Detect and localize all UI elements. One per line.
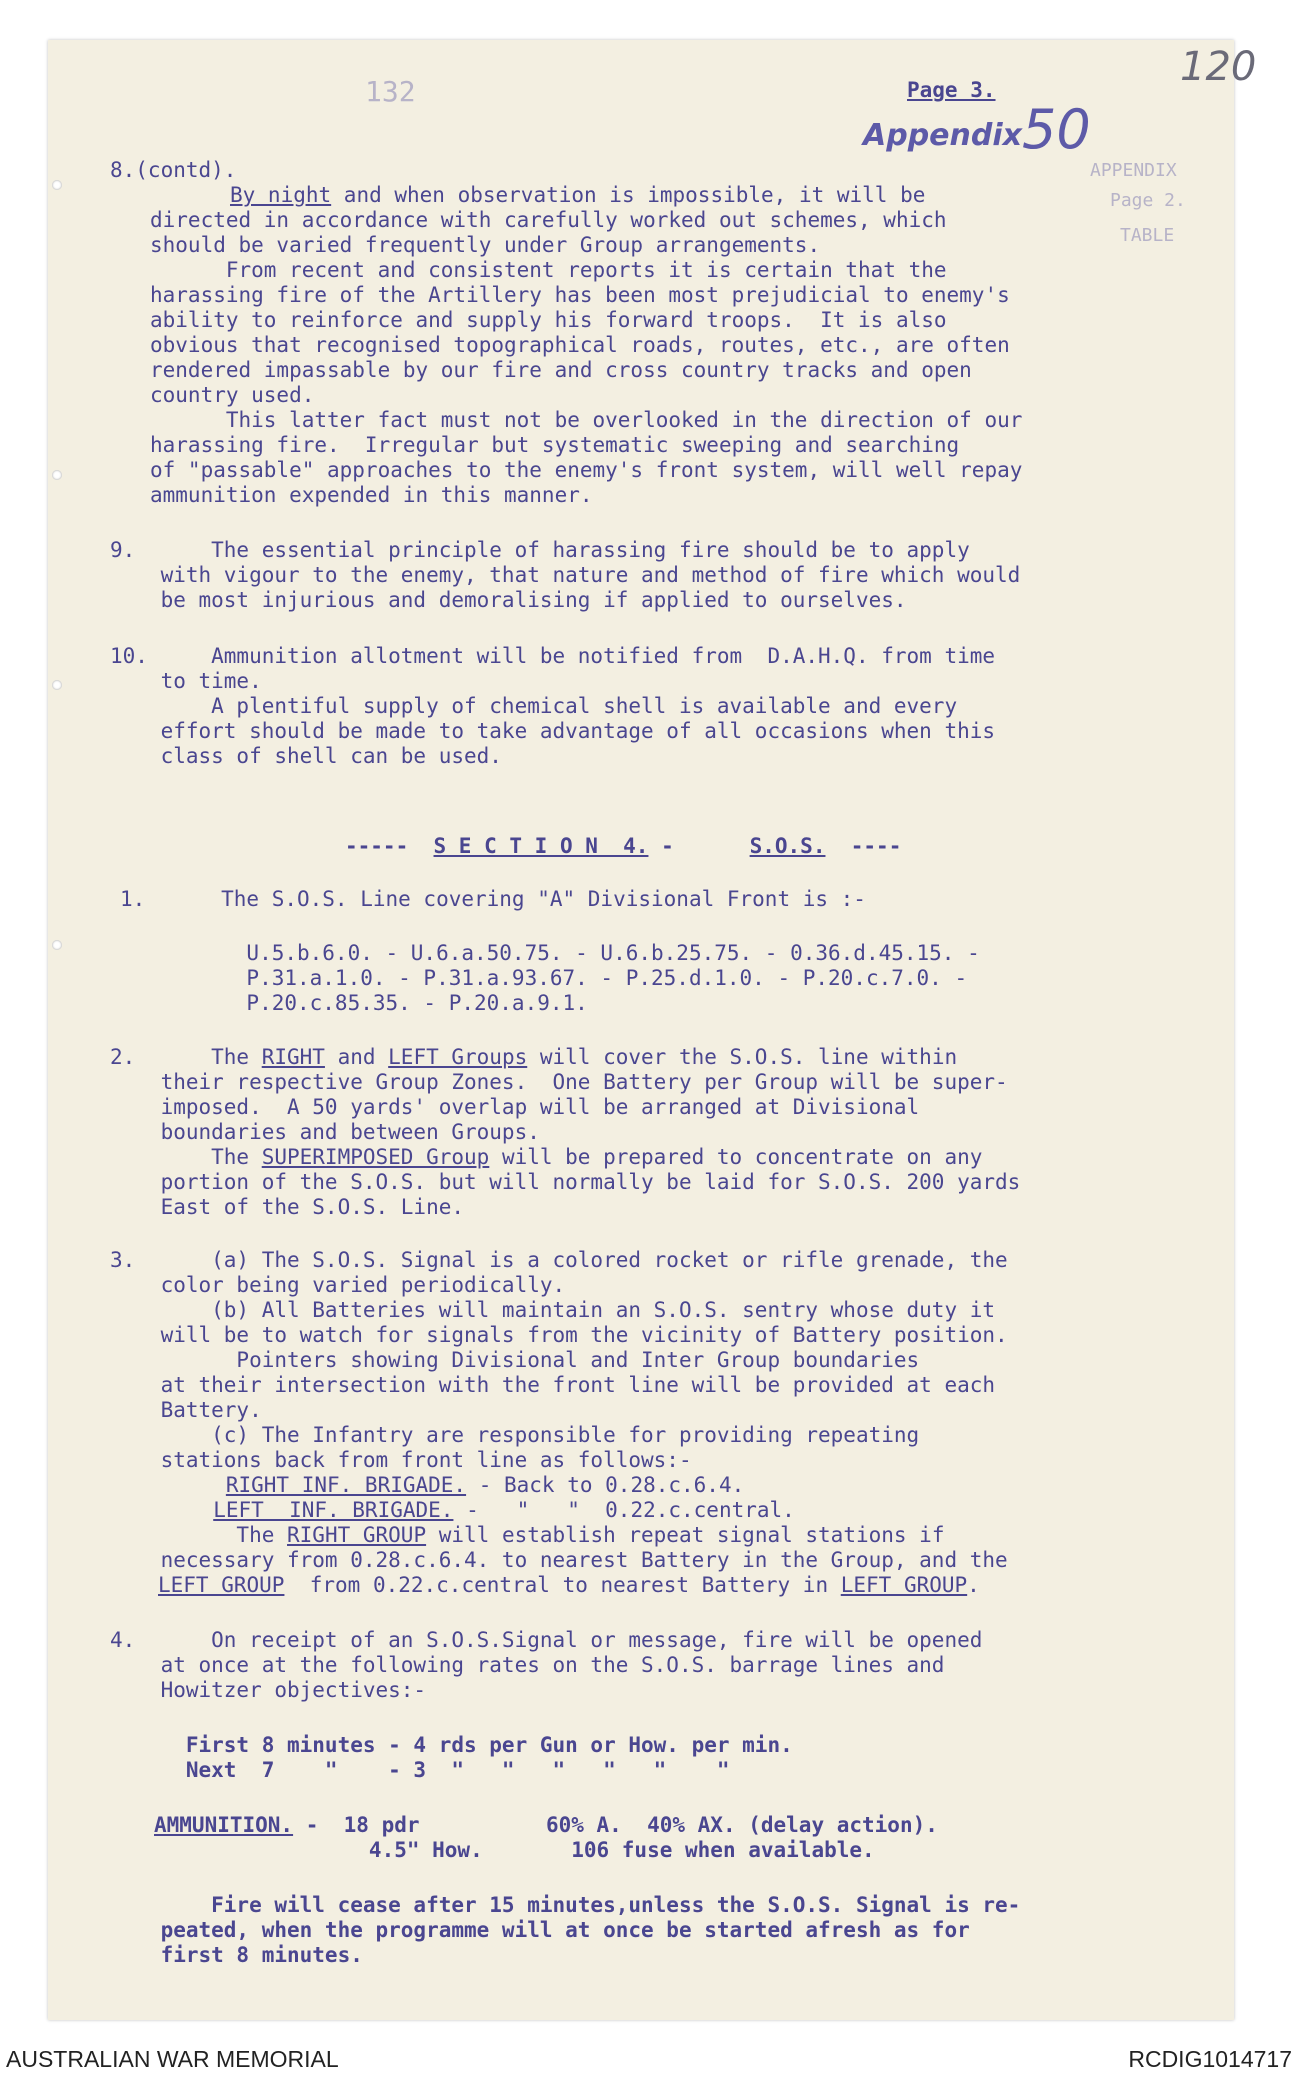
footer-record-id: RCDIG1014717 <box>1128 2046 1292 2072</box>
para-3-line: Battery. <box>110 1398 262 1422</box>
para-2-line: boundaries and between Groups. <box>110 1120 540 1144</box>
para-2-line: 2. The RIGHT and LEFT Groups will cover the S.O.S. line within <box>110 1045 958 1069</box>
para-3-line: necessary from 0.28.c.6.4. to nearest Battery in the Group, and the <box>110 1548 1008 1572</box>
para-8-line: rendered impassable by our fire and cross country tracks and open <box>150 358 972 382</box>
ammunition-line: AMMUNITION. - 18 pdr 60% A. 40% AX. (delay action). <box>154 1813 938 1837</box>
para-3-line: The RIGHT GROUP will establish repeat signal stations if <box>110 1523 945 1547</box>
para-3-line: (c) The Infantry are responsible for providing repeating <box>110 1423 920 1447</box>
punch-hole <box>52 680 62 690</box>
show-through-text: TABLE <box>1120 225 1175 246</box>
punch-hole <box>52 180 62 190</box>
para-4-line: at once at the following rates on the S.O.S. barrage lines and <box>110 1653 945 1677</box>
para-3-line: LEFT INF. BRIGADE. - " " 0.22.c.central. <box>213 1498 795 1522</box>
page-number: Page 3. <box>907 78 996 102</box>
para-8-line: country used. <box>150 383 315 407</box>
para-2-line: their respective Group Zones. One Battery per Group will be super- <box>110 1070 1008 1094</box>
appendix-label: Appendix <box>863 118 1022 153</box>
para-9-line: with vigour to the enemy, that nature and method of fire which would <box>110 563 1021 587</box>
para-4-line: Howitzer objectives:- <box>110 1678 427 1702</box>
para-2-line: imposed. A 50 yards' overlap will be arranged at Divisional <box>110 1095 920 1119</box>
para-1-line: U.5.b.6.0. - U.6.a.50.75. - U.6.b.25.75. - 0.36.d.45.15. - <box>120 941 980 965</box>
para-3-line: at their intersection with the front line will be provided at each <box>110 1373 996 1397</box>
para-4-line: first 8 minutes. <box>110 1943 363 1967</box>
para-8-line: harassing fire of the Artillery has been most prejudicial to enemy's <box>150 283 1010 307</box>
para-2-line: portion of the S.O.S. but will normally be laid for S.O.S. 200 yards <box>110 1170 1021 1194</box>
para-1-line: P.31.a.1.0. - P.31.a.93.67. - P.25.d.1.0. - P.20.c.7.0. - <box>120 966 968 990</box>
para-8-line: By night and when observation is impossible, it will be <box>230 183 926 207</box>
para-8-line: should be varied frequently under Group arrangements. <box>150 233 821 257</box>
para-3-line: (b) All Batteries will maintain an S.O.S. sentry whose duty it <box>110 1298 996 1322</box>
para-10-line: class of shell can be used. <box>110 744 502 768</box>
rate-line: First 8 minutes - 4 rds per Gun or How. per min. <box>110 1733 793 1757</box>
para-9-line: 9. The essential principle of harassing fire should be to apply <box>110 538 970 562</box>
para-9-line: be most injurious and demoralising if applied to ourselves. <box>110 588 907 612</box>
para-1-line: 1. The S.O.S. Line covering "A" Divisional Front is :- <box>120 887 866 911</box>
appendix-number: 50 <box>1022 98 1091 161</box>
para-2-line: The SUPERIMPOSED Group will be prepared to concentrate on any <box>110 1145 983 1169</box>
para-3-line: 3. (a) The S.O.S. Signal is a colored rocket or rifle grenade, the <box>110 1248 1008 1272</box>
para-10-line: A plentiful supply of chemical shell is available and every <box>110 694 958 718</box>
punch-hole <box>52 940 62 950</box>
para-4-line: Fire will cease after 15 minutes,unless the S.O.S. Signal is re- <box>110 1893 1021 1917</box>
para-3-line: will be to watch for signals from the vicinity of Battery position. <box>110 1323 1008 1347</box>
para-10-line: 10. Ammunition allotment will be notified from D.A.H.Q. from time <box>110 644 996 668</box>
para-8-line: of "passable" approaches to the enemy's front system, will well repay <box>150 458 1023 482</box>
para-10-line: effort should be made to take advantage of all occasions when this <box>110 719 996 743</box>
para-3-line: stations back from front line as follows:- <box>110 1448 692 1472</box>
para-2-line: East of the S.O.S. Line. <box>110 1195 465 1219</box>
para-8-line: From recent and consistent reports it is certain that the <box>150 258 947 282</box>
rate-line: Next 7 " - 3 " " " " " " <box>110 1758 730 1782</box>
punch-hole <box>52 470 62 480</box>
para-8-line: directed in accordance with carefully worked out schemes, which <box>150 208 947 232</box>
folio-number: 120 <box>1180 44 1257 90</box>
section-heading: ----- S E C T I O N 4. - S.O.S. ---- <box>345 834 902 858</box>
para-1-line: P.20.c.85.35. - P.20.a.9.1. <box>120 991 588 1015</box>
faint-page-number: 132 <box>365 75 416 108</box>
para-8-line: ammunition expended in this manner. <box>150 483 593 507</box>
show-through-text: Page 2. <box>1110 190 1186 211</box>
para-3-line: LEFT GROUP from 0.22.c.central to nearest Battery in LEFT GROUP. <box>158 1573 980 1597</box>
para-3-line: RIGHT INF. BRIGADE. - Back to 0.28.c.6.4. <box>225 1473 745 1497</box>
para-8-line: This latter fact must not be overlooked in the direction of our <box>150 408 1023 432</box>
para-8-line: harassing fire. Irregular but systematic sweeping and searching <box>150 433 960 457</box>
footer-archive-name: AUSTRALIAN WAR MEMORIAL <box>6 2046 339 2072</box>
para-8-line: 8.(contd). <box>110 158 237 182</box>
show-through-text: APPENDIX <box>1090 160 1177 181</box>
para-4-line: peated, when the programme will at once be started afresh as for <box>110 1918 970 1942</box>
para-8-line: ability to reinforce and supply his forward troops. It is also <box>150 308 947 332</box>
para-10-line: to time. <box>110 669 262 693</box>
para-8-line: obvious that recognised topographical roads, routes, etc., are often <box>150 333 1010 357</box>
para-3-line: Pointers showing Divisional and Inter Group boundaries <box>110 1348 920 1372</box>
para-3-line: color being varied periodically. <box>110 1273 566 1297</box>
ammunition-line: 4.5" How. 106 fuse when available. <box>154 1838 875 1862</box>
para-4-line: 4. On receipt of an S.O.S.Signal or message, fire will be opened <box>110 1628 983 1652</box>
